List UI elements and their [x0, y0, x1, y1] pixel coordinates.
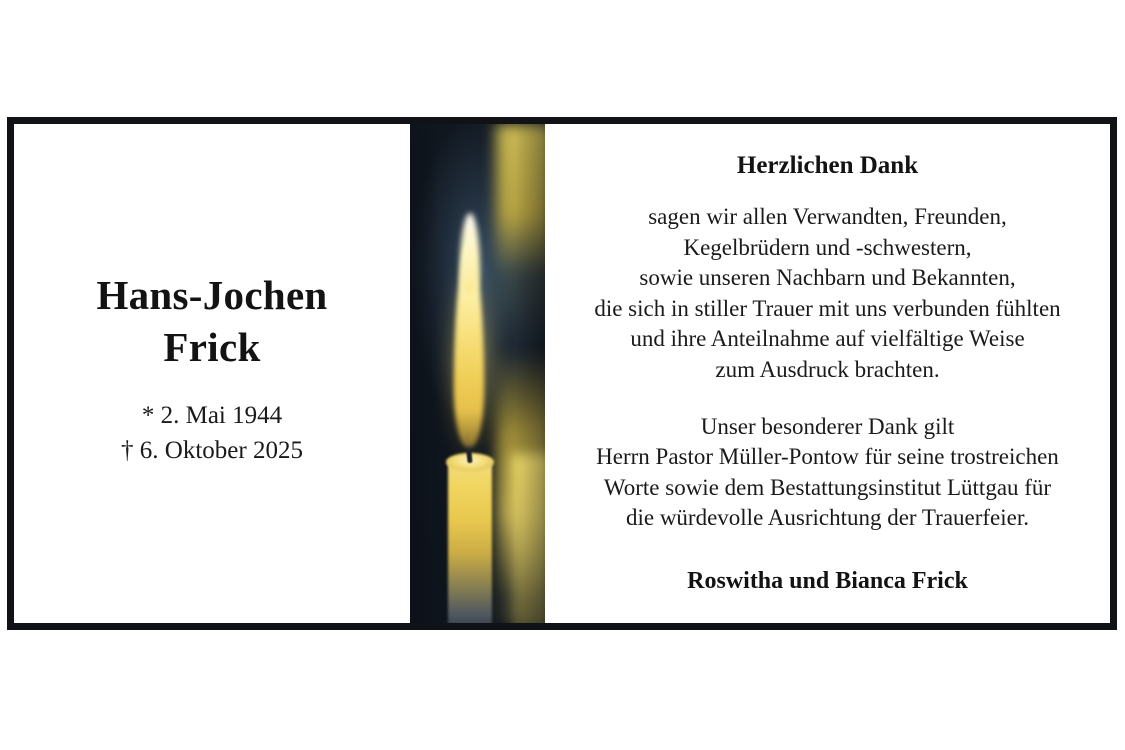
- thanks-line: Unser besonderer Dank gilt: [700, 413, 955, 439]
- thanks-line: und ihre Anteilnahme auf vielfältige Weise: [630, 326, 1025, 352]
- paragraph-spacer: [594, 386, 1060, 412]
- death-date: † 6. Oktober 2025: [121, 436, 303, 464]
- birth-date: * 2. Mai 1944: [141, 402, 283, 430]
- deceased-name: [96, 269, 327, 374]
- thanks-panel: [545, 124, 1110, 623]
- thanks-line: Kegelbrüdern und -schwestern,: [683, 234, 972, 260]
- thanks-line: sowie unseren Nachbarn und Bekannten,: [639, 265, 1016, 291]
- candle-photo: [410, 124, 545, 623]
- thanks-line: sagen wir allen Verwandten, Freunden,: [648, 204, 1007, 230]
- life-dates: [121, 399, 303, 468]
- signature: Roswitha und Bianca Frick: [687, 567, 968, 594]
- obituary-card-inner: [12, 122, 1112, 625]
- deceased-name-line-1: Hans-Jochen: [96, 271, 328, 318]
- photo-vignette: [410, 124, 545, 623]
- thanks-line: die würdevolle Ausrichtung der Trauerfeier.: [625, 505, 1030, 531]
- deceased-name-line-2: Frick: [163, 324, 261, 370]
- obituary-card: [7, 117, 1117, 630]
- thanks-line: Herrn Pastor Müller-Pontow für seine trostreichen: [596, 444, 1059, 470]
- thanks-line: zum Ausdruck brachten.: [715, 357, 940, 382]
- thanks-heading: Herzlichen Dank: [736, 152, 919, 180]
- thanks-line: Worte sowie dem Bestattungsinstitut Lüttgau für: [603, 474, 1052, 500]
- thanks-line: die sich in stiller Trauer mit uns verbunden fühlten: [594, 295, 1061, 321]
- name-panel: [14, 124, 410, 623]
- thanks-body: [594, 202, 1060, 534]
